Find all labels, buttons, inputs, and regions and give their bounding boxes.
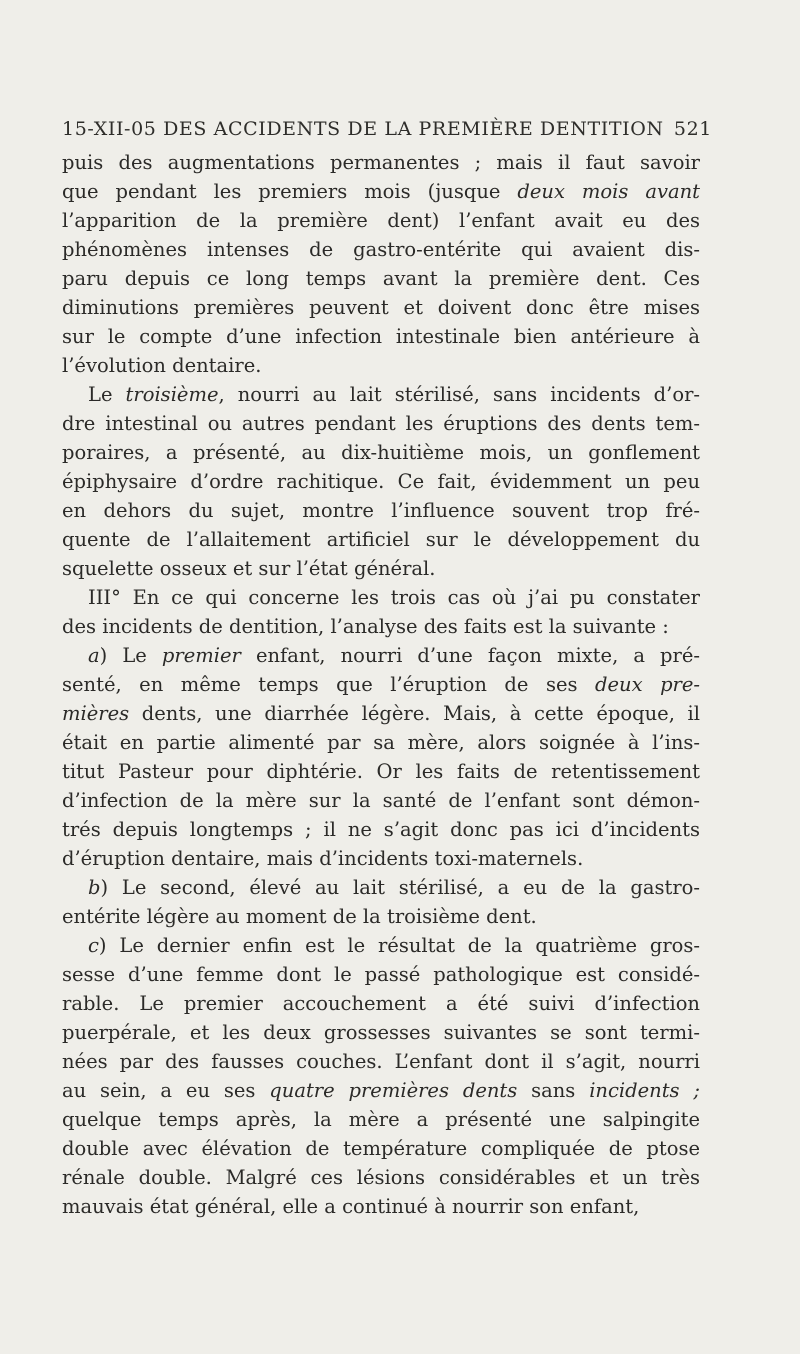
text-span: dre intestinal ou autres pendant les éruptions des dents tem- — [62, 412, 700, 435]
text-line — [62, 960, 700, 989]
text-line — [62, 148, 700, 177]
text-span: l’apparition de la première dent) l’enfant avait eu des — [62, 209, 700, 232]
text-line — [62, 467, 700, 496]
text-span: phénomènes intenses de gastro-entérite qui avaient dis- — [62, 238, 700, 261]
text-span: quente de l’allaitement artificiel sur le développement du — [62, 528, 700, 551]
text-span: ) Le — [99, 644, 162, 667]
text-line — [62, 1192, 700, 1221]
italic-span: deux pre- — [595, 673, 700, 696]
text-span: était en partie alimenté par sa mère, alors soignée à l’ins- — [62, 731, 700, 754]
text-span: l’évolution dentaire. — [62, 354, 262, 377]
text-line — [62, 583, 700, 612]
text-span: Le — [88, 383, 126, 406]
running-head — [62, 118, 712, 144]
paragraph-p3 — [62, 583, 700, 641]
italic-span: troisième — [125, 383, 219, 406]
text-span: paru depuis ce long temps avant la première dent. Ces — [62, 267, 700, 290]
text-span: des incidents de dentition, l’analyse des faits est la suivante : — [62, 615, 669, 638]
running-head-title: 15-XII-05 DES ACCIDENTS DE LA PREMIÈRE DENTITION — [62, 118, 664, 140]
text-span: nées par des fausses couches. L’enfant dont il s’agit, nourri — [62, 1050, 700, 1073]
text-span: titut Pasteur pour diphtérie. Or les faits de retentissement — [62, 760, 700, 783]
italic-span: a — [88, 644, 100, 667]
text-span: senté, en même temps que l’éruption de ses — [62, 673, 595, 696]
text-span: entérite légère au moment de la troisième dent. — [62, 905, 537, 928]
text-span: d’infection de la mère sur la santé de l’enfant sont démon- — [62, 789, 700, 812]
text-span: que pendant les premiers mois (jusque — [62, 180, 518, 203]
text-line — [62, 815, 700, 844]
text-line — [62, 525, 700, 554]
text-line — [62, 1163, 700, 1192]
text-line — [62, 844, 700, 873]
text-span: rable. Le premier accouchement a été suivi d’infection — [62, 992, 700, 1015]
text-span: dents, une diarrhée légère. Mais, à cette époque, il — [129, 702, 700, 725]
text-span: III° En ce qui concerne les trois cas où j’ai pu constater — [88, 586, 700, 609]
text-span: au sein, a eu ses — [62, 1079, 270, 1102]
text-span: ) Le dernier enfin est le résultat de la quatrième gros- — [98, 934, 700, 957]
text-line — [62, 728, 700, 757]
italic-span: deux mois avant — [517, 180, 700, 203]
text-span: puerpérale, et les deux grossesses suivantes se sont termi- — [62, 1021, 700, 1044]
text-span: mauvais état général, elle a continué à nourrir son enfant, — [62, 1195, 640, 1218]
text-line — [62, 1047, 700, 1076]
text-span: sur le compte d’une infection intestinale bien antérieure à — [62, 325, 700, 348]
text-line — [62, 409, 700, 438]
text-line — [62, 351, 700, 380]
text-line — [62, 670, 700, 699]
paragraph-p1 — [62, 148, 700, 380]
text-span: diminutions premières peuvent et doivent donc être mises — [62, 296, 700, 319]
body-text — [62, 148, 700, 1221]
italic-span: premier — [161, 644, 241, 667]
text-span: poraires, a présenté, au dix-huitième mois, un gonflement — [62, 441, 700, 464]
text-span: , nourri au lait stérilisé, sans incidents d’or- — [218, 383, 700, 406]
text-line — [62, 496, 700, 525]
text-span: double avec élévation de température compliquée de ptose — [62, 1137, 700, 1160]
text-line — [62, 380, 700, 409]
italic-span: mières — [62, 702, 130, 725]
italic-span: quatre premières dents — [269, 1079, 518, 1102]
text-span: rénale double. Malgré ces lésions considérables et un très — [62, 1166, 700, 1189]
text-line — [62, 1076, 700, 1105]
text-span: épiphysaire d’ordre rachitique. Ce fait, évidemment un peu — [62, 470, 700, 493]
text-line — [62, 989, 700, 1018]
text-line — [62, 264, 700, 293]
text-line — [62, 438, 700, 467]
text-span: en dehors du sujet, montre l’influence souvent trop fré- — [62, 499, 700, 522]
text-span: d’éruption dentaire, mais d’incidents toxi-maternels. — [62, 847, 584, 870]
page-number: 521 — [673, 118, 712, 140]
italic-span: incidents ; — [589, 1079, 700, 1102]
text-span: puis des augmentations permanentes ; mais il faut savoir — [62, 151, 700, 174]
text-line — [62, 293, 700, 322]
text-line — [62, 757, 700, 786]
text-line — [62, 554, 700, 583]
text-line — [62, 1105, 700, 1134]
text-line — [62, 641, 700, 670]
text-span: squelette osseux et sur l’état général. — [62, 557, 436, 580]
paragraph-p6 — [62, 931, 700, 1221]
text-span: trés depuis longtemps ; il ne s’agit donc pas ici d’incidents — [62, 818, 700, 841]
text-span: quelque temps après, la mère a présenté une salpingite — [62, 1108, 700, 1131]
text-span: sans — [517, 1079, 590, 1102]
paragraph-p5 — [62, 873, 700, 931]
text-line — [62, 322, 700, 351]
text-span: ) Le second, élevé au lait stérilisé, a eu de la gastro- — [100, 876, 700, 899]
text-line — [62, 931, 700, 960]
paragraph-p4 — [62, 641, 700, 873]
italic-span: b — [88, 876, 101, 899]
text-line — [62, 873, 700, 902]
text-span: sesse d’une femme dont le passé pathologique est considé- — [62, 963, 700, 986]
paragraph-p2 — [62, 380, 700, 583]
text-line — [62, 699, 700, 728]
text-line — [62, 177, 700, 206]
text-line — [62, 786, 700, 815]
text-line — [62, 612, 700, 641]
text-line — [62, 235, 700, 264]
text-line — [62, 902, 700, 931]
italic-span: c — [88, 934, 99, 957]
text-line — [62, 1018, 700, 1047]
text-line — [62, 1134, 700, 1163]
text-line — [62, 206, 700, 235]
text-span: enfant, nourri d’une façon mixte, a pré- — [240, 644, 700, 667]
